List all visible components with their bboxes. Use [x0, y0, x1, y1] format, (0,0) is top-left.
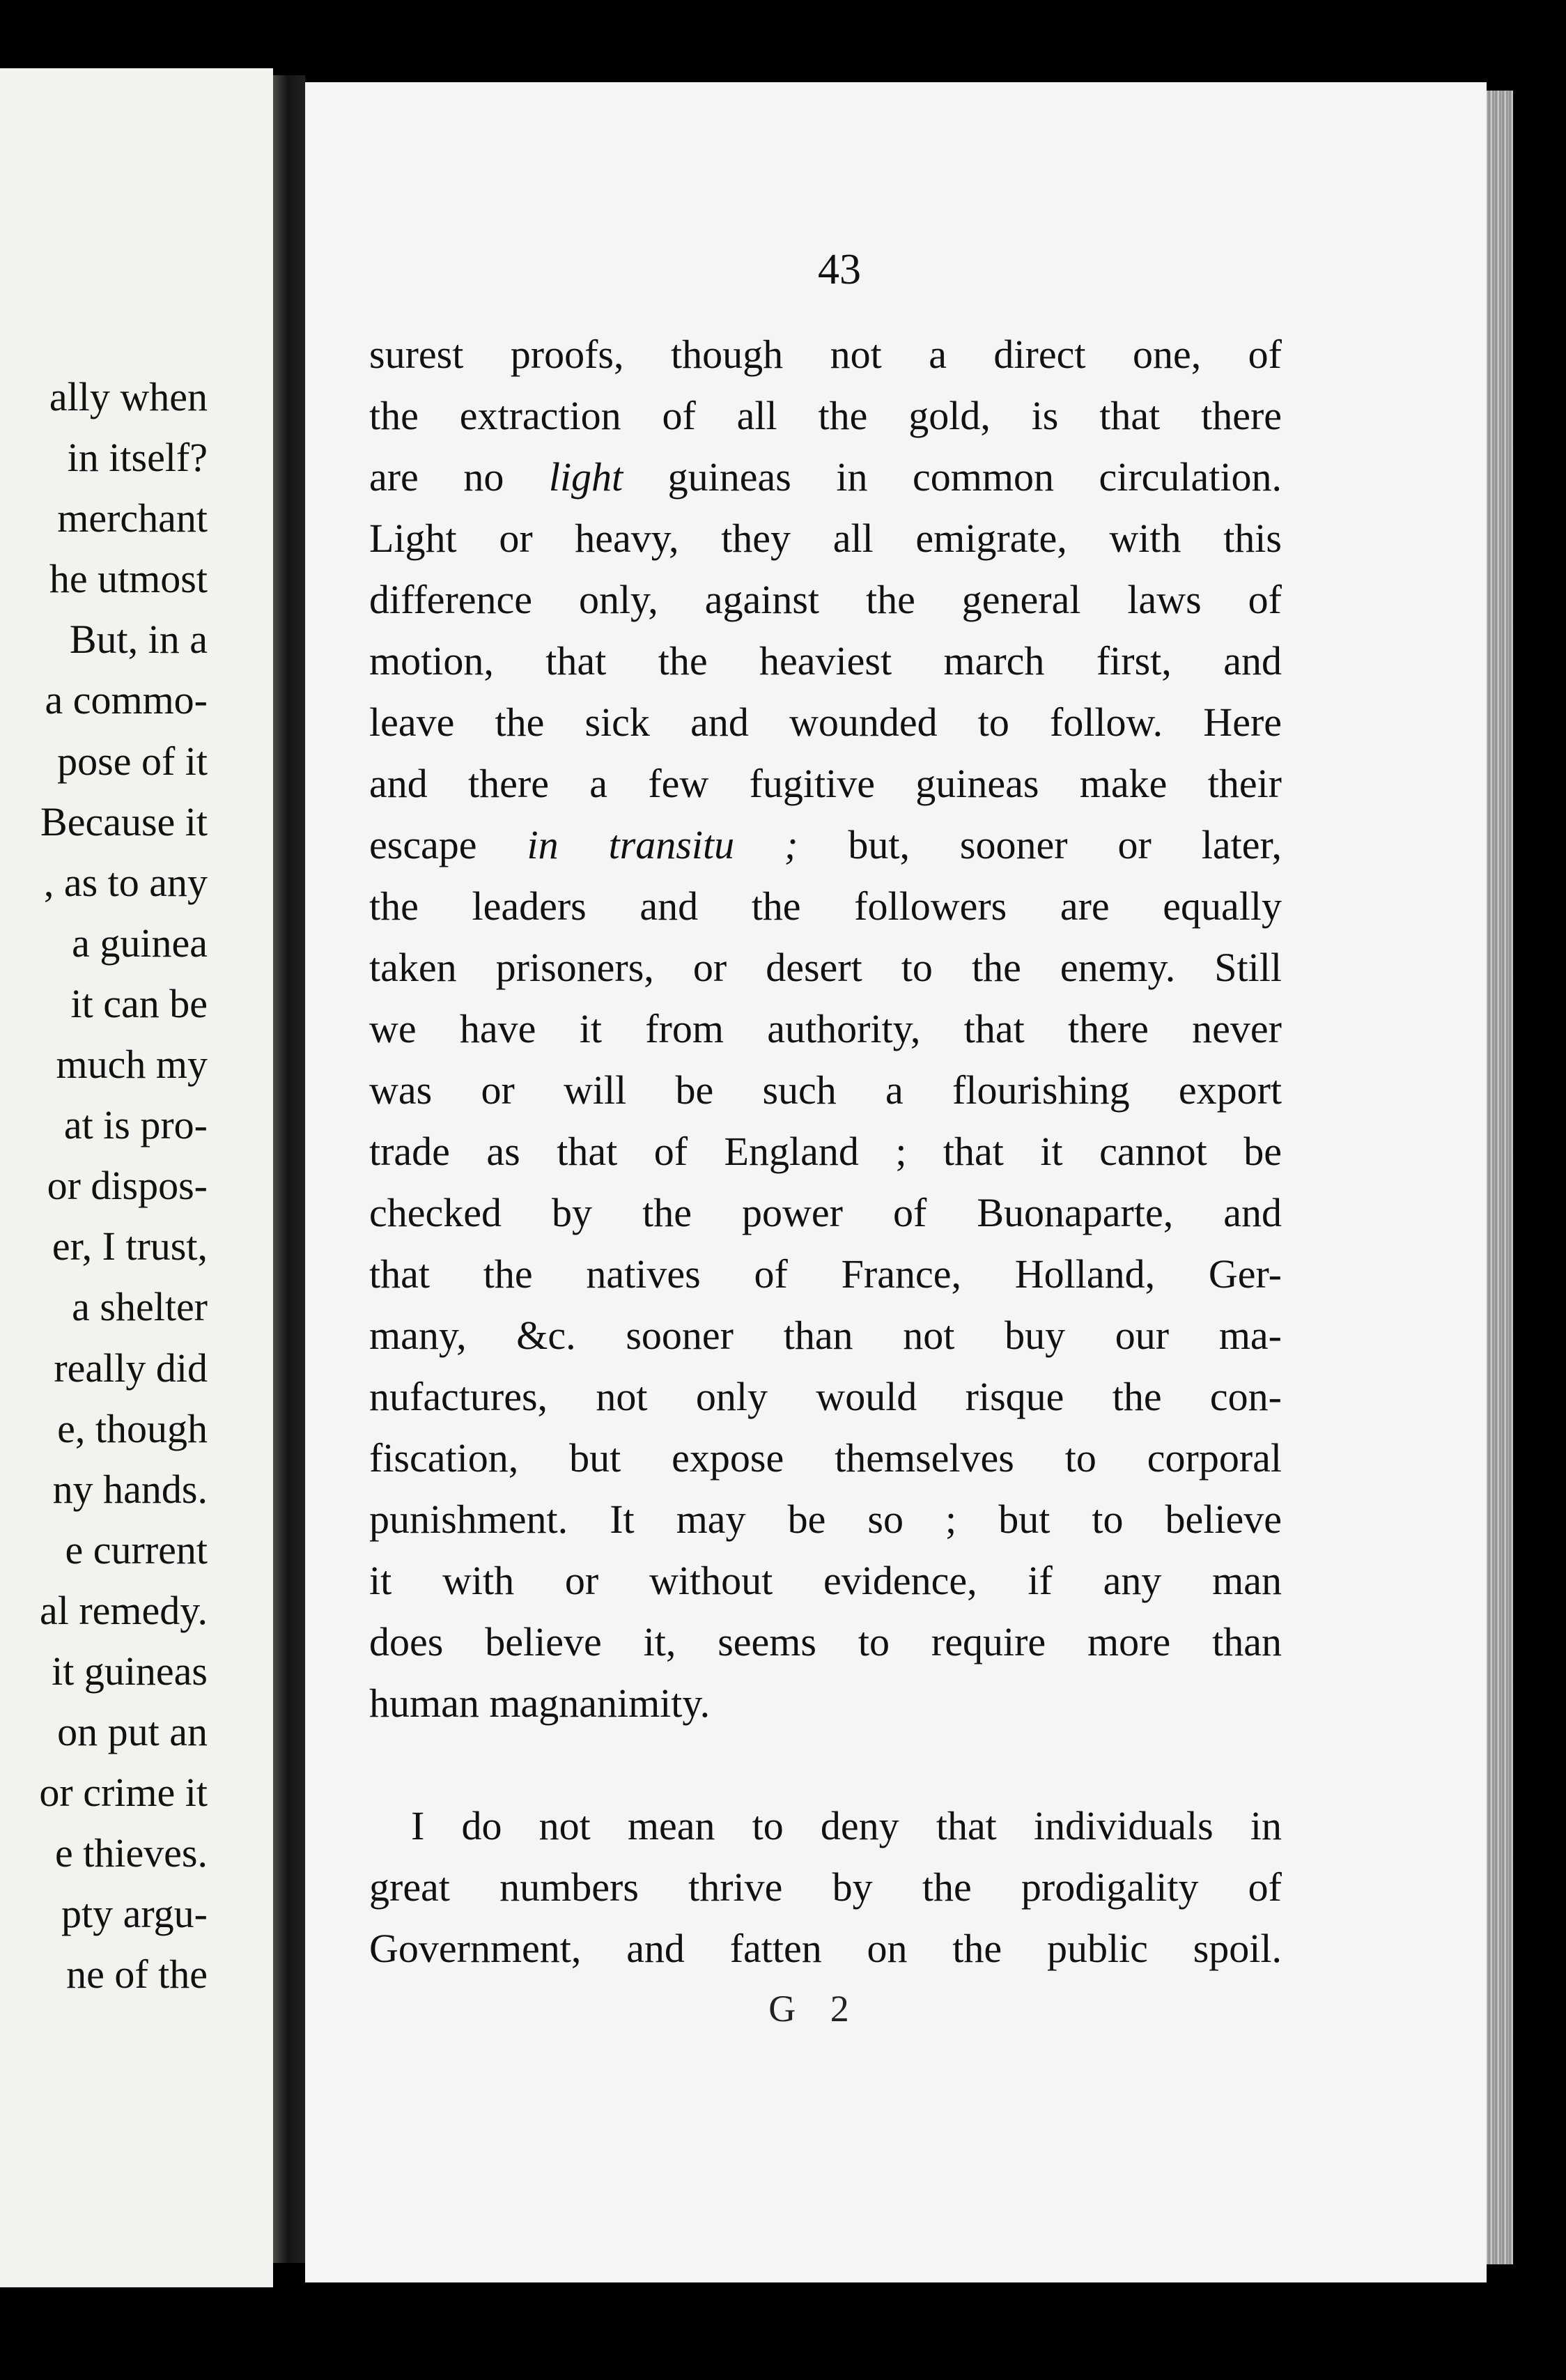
text-line: we have it from authority, that there never [369, 1006, 1282, 1051]
text-line: that the natives of France, Holland, Ger- [369, 1251, 1282, 1297]
page-edges [1487, 91, 1513, 2264]
text-line: does believe it, seems to require more than [369, 1619, 1282, 1664]
previous-page-line: or crime it [39, 1770, 208, 1816]
previous-page-line: e thieves. [54, 1830, 208, 1876]
text-line: leave the sick and wounded to follow. Here [369, 700, 1282, 745]
text-line: difference only, against the general laws of [369, 577, 1282, 622]
previous-page-line: a commo- [45, 677, 208, 723]
previous-page-line: at is pro- [63, 1102, 208, 1148]
text-line: trade as that of England ; that it cannot be [369, 1129, 1282, 1174]
text-fragment: but, sooner or later, [798, 822, 1282, 867]
previous-page-line: ne of the [66, 1952, 208, 1998]
text-line: was or will be such a flourishing export [369, 1067, 1282, 1113]
previous-page-line: he utmost [49, 556, 208, 602]
previous-page-text [0, 366, 208, 2005]
text-line: fiscation, but expose themselves to corporal [369, 1435, 1282, 1481]
previous-page-line: , as to any [43, 859, 208, 905]
previous-page-line: But, in a [69, 617, 208, 663]
previous-page-line: e, though [57, 1405, 208, 1451]
text-line [369, 814, 1282, 876]
page-body [369, 324, 1282, 1979]
previous-page-line: a shelter [72, 1284, 208, 1330]
previous-page-line: ally when [49, 374, 208, 419]
previous-page-line: al remedy. [39, 1587, 208, 1633]
text-line: Government, and fatten on the public spoil. [369, 1926, 1282, 1971]
previous-page [0, 68, 273, 2287]
text-line: motion, that the heaviest march first, and [369, 638, 1282, 683]
previous-page-line: on put an [57, 1709, 208, 1755]
text-line: punishment. It may be so ; but to believe [369, 1497, 1282, 1542]
previous-page-line: really did [54, 1345, 208, 1391]
page-number: 43 [818, 246, 861, 293]
text-line: I do not mean to deny that individuals in [411, 1803, 1282, 1848]
text-line: the leaders and the followers are equally [369, 883, 1282, 929]
text-line [369, 447, 1282, 508]
previous-page-line: e current [65, 1527, 208, 1572]
previous-page-line: Because it [40, 798, 208, 844]
text-line: Light or heavy, they all emigrate, with this [369, 516, 1282, 561]
text-fragment: are no [369, 454, 549, 500]
paragraph-2 [369, 1795, 1282, 1979]
previous-page-line: pty argu- [61, 1891, 208, 1937]
text-line: many, &c. sooner than not buy our ma- [369, 1313, 1282, 1358]
text-line: human magnanimity. [369, 1680, 711, 1726]
previous-page-line: pose of it [57, 738, 208, 784]
text-line: great numbers thrive by the prodigality of [369, 1864, 1282, 1910]
text-line: it with or without evidence, if any man [369, 1558, 1282, 1603]
text-line: nufactures, not only would risque the con- [369, 1374, 1282, 1419]
previous-page-line: a guinea [72, 920, 208, 966]
previous-page-line: it guineas [52, 1648, 208, 1694]
previous-page-line: it can be [70, 980, 208, 1026]
text-line: and there a few fugitive guineas make their [369, 761, 1282, 806]
text-line: the extraction of all the gold, is that there [369, 393, 1282, 438]
previous-page-line: or dispos- [47, 1163, 208, 1209]
text-line: taken prisoners, or desert to the enemy. Still [369, 945, 1282, 990]
previous-page-line: much my [56, 1042, 208, 1088]
italic-phrase: in transitu ; [527, 822, 798, 867]
previous-page-line: ny hands. [52, 1466, 208, 1512]
previous-page-line: merchant [57, 495, 208, 541]
italic-word: light [548, 454, 623, 500]
signature-mark: G 2 [768, 1988, 862, 2030]
previous-page-line: in itself? [67, 435, 208, 481]
text-line: checked by the power of Buonaparte, and [369, 1190, 1282, 1235]
book-gutter [273, 75, 305, 2263]
previous-page-line: er, I trust, [52, 1223, 208, 1269]
text-line: surest proofs, though not a direct one, of [369, 332, 1282, 377]
paragraph-1 [369, 324, 1282, 1734]
text-fragment: guineas in common circulation. [623, 454, 1282, 500]
text-fragment: escape [369, 822, 527, 867]
